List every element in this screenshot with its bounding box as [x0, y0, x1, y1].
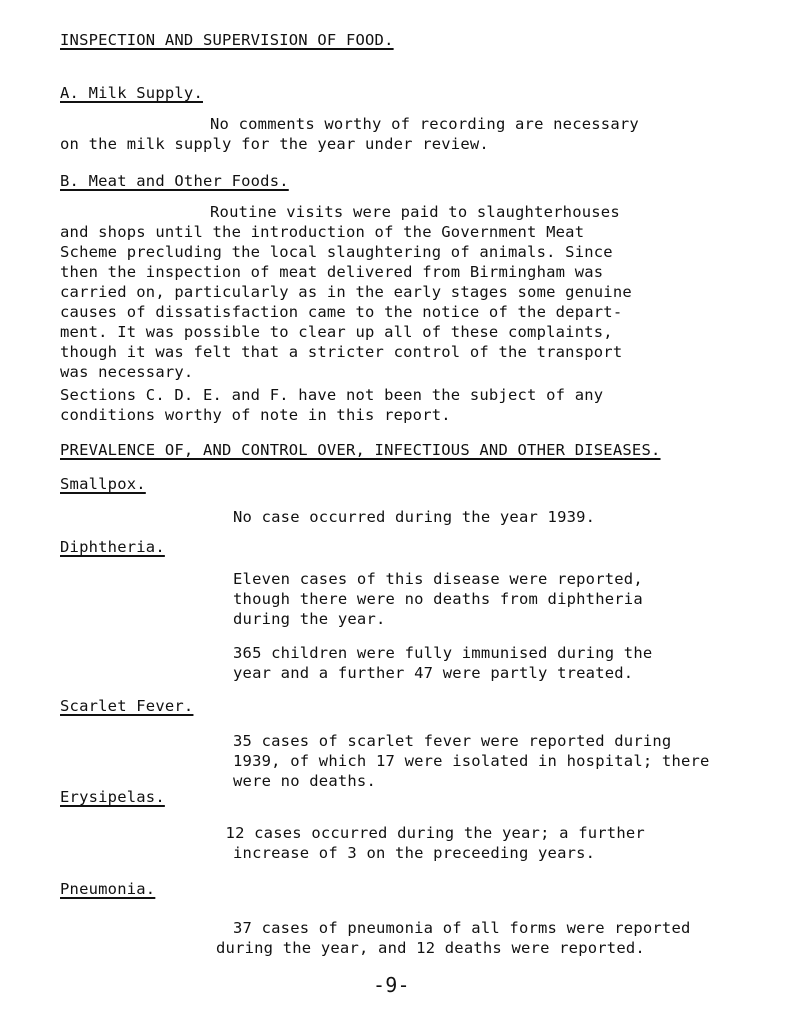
- paragraph-line: during the year.: [233, 610, 386, 628]
- paragraph-line: No comments worthy of recording are necessary: [210, 115, 639, 133]
- paragraph-line: causes of dissatisfaction came to the notice of the depart-: [60, 303, 623, 321]
- paragraph-line: during the year, and 12 deaths were reported.: [216, 939, 645, 957]
- paragraph-line: were no deaths.: [233, 772, 376, 790]
- diphtheria-paragraph-1: [233, 569, 643, 629]
- paragraph-line: Scheme precluding the local slaughtering of animals. Since: [60, 243, 613, 261]
- erysipelas-paragraph: [216, 823, 645, 863]
- paragraph-line: Sections C. D. E. and F. have not been the subject of any: [60, 386, 604, 404]
- section-b-heading: [60, 171, 289, 191]
- scarlet-fever-heading: Scarlet Fever.: [60, 697, 194, 715]
- pneumonia-heading: Pneumonia.: [60, 880, 156, 898]
- paragraph-line: and shops until the introduction of the Government Meat: [60, 223, 585, 241]
- paragraph-line: though there were no deaths from diphtheria: [233, 590, 643, 608]
- paragraph-line: No case occurred during the year 1939.: [233, 508, 596, 526]
- paragraph-line: 37 cases of pneumonia of all forms were reported: [233, 919, 691, 937]
- smallpox-heading: Smallpox.: [60, 475, 146, 493]
- erysipelas-heading: Erysipelas.: [60, 788, 165, 806]
- paragraph-line: 35 cases of scarlet fever were reported during: [233, 732, 672, 750]
- paragraph-line: though it was felt that a stricter control of the transport: [60, 343, 623, 361]
- sections-paragraph: [60, 385, 760, 425]
- prevalence-title: PREVALENCE OF, AND CONTROL OVER, INFECTIOUS AND OTHER DISEASES.: [60, 441, 661, 459]
- meat-paragraph: [60, 202, 760, 382]
- paragraph-line: then the inspection of meat delivered from Birmingham was: [60, 263, 604, 281]
- paragraph-line: carried on, particularly as in the early stages some genuine: [60, 283, 632, 301]
- diphtheria-heading: Diphtheria.: [60, 538, 165, 556]
- paragraph-line: increase of 3 on the preceeding years.: [233, 844, 596, 862]
- paragraph-line: Routine visits were paid to slaughterhouses: [210, 203, 620, 221]
- page-number: -9-: [373, 973, 410, 997]
- diphtheria-paragraph-2: [233, 643, 652, 683]
- milk-paragraph: [60, 114, 760, 154]
- scarlet-fever-paragraph: [233, 731, 710, 791]
- paragraph-line: 12 cases occurred during the year; a further: [216, 824, 645, 842]
- paragraph-line: on the milk supply for the year under review.: [60, 135, 489, 153]
- paragraph-line: was necessary.: [60, 363, 194, 381]
- paragraph-line: year and a further 47 were partly treated.: [233, 664, 634, 682]
- paragraph-line: 1939, of which 17 were isolated in hospital; there: [233, 752, 710, 770]
- paragraph-line: conditions worthy of note in this report.: [60, 406, 451, 424]
- paragraph-line: Eleven cases of this disease were reported,: [233, 570, 643, 588]
- smallpox-paragraph: [233, 507, 595, 527]
- paragraph-line: ment. It was possible to clear up all of these complaints,: [60, 323, 613, 341]
- pneumonia-paragraph: [216, 918, 691, 958]
- meat-heading: B. Meat and Other Foods.: [60, 172, 289, 190]
- milk-heading: A. Milk Supply.: [60, 84, 203, 102]
- paragraph-line: 365 children were fully immunised during the: [233, 644, 653, 662]
- page-title: INSPECTION AND SUPERVISION OF FOOD.: [60, 31, 394, 49]
- section-a-heading: [60, 83, 203, 103]
